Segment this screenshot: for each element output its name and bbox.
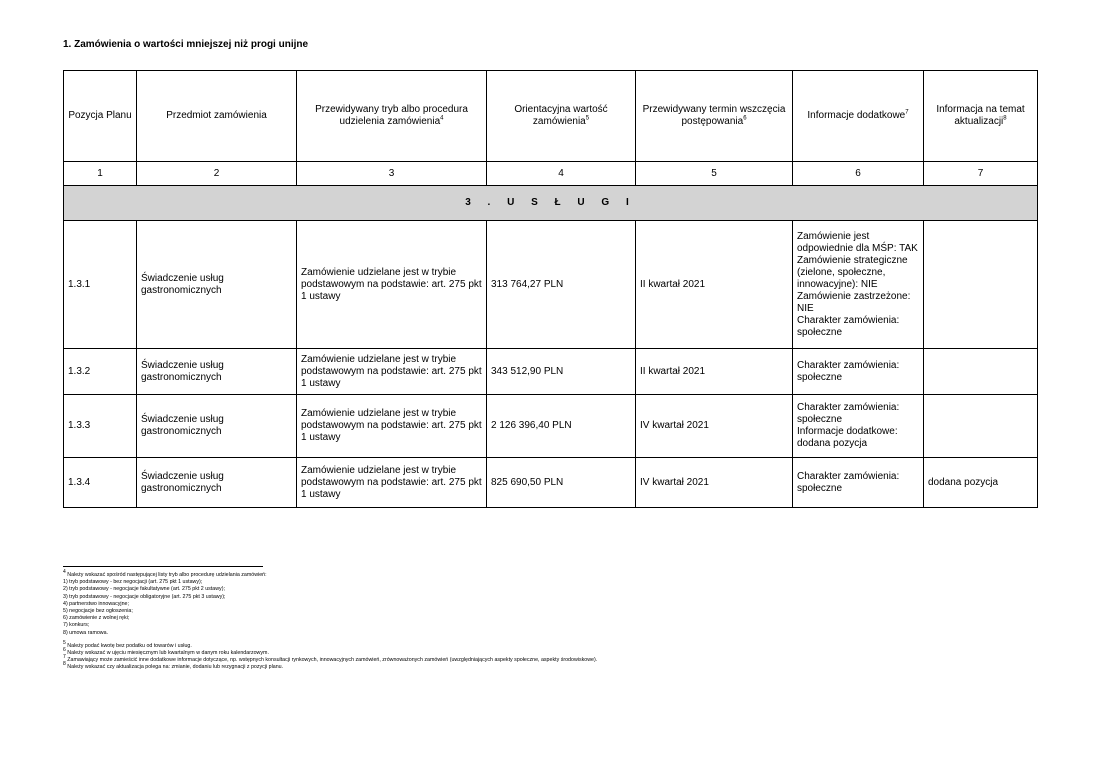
footnote-4-item: 7) konkurs; (63, 622, 90, 629)
cell-mode: Zamówienie udzielane jest w trybie podstawowym na podstawie: art. 275 pkt 1 ustawy (297, 221, 487, 349)
column-header-term: Przewidywany termin wszczęcia postępowania$^6$ (636, 71, 793, 162)
procurement-plan-table (63, 70, 1038, 508)
cell-subject: Świadczenie usług gastronomicznych (137, 395, 297, 458)
column-number-row (64, 162, 1038, 186)
column-header-info: Informacje dodatkowe$^7$ (793, 71, 924, 162)
cell-term: II kwartał 2021 (636, 349, 793, 395)
cell-term: IV kwartał 2021 (636, 395, 793, 458)
info-line: Charakter zamówienia: społeczne (797, 359, 900, 383)
cell-update (924, 349, 1038, 395)
section-label: 3 . U S Ł U G I (64, 186, 1038, 221)
page-heading: 1. Zamówienia o wartości mniejszej niż progi unijne (63, 39, 309, 50)
footnote-4-item: 6) zamówienie z wolnej ręki; (63, 615, 130, 622)
cell-value: 343 512,90 PLN (487, 349, 636, 395)
table-row (64, 395, 1038, 458)
column-number: 3 (297, 162, 487, 186)
column-number: 1 (64, 162, 137, 186)
footnote-4-item: 1) tryb podstawowy - bez negocjacji (art. 275 pkt 1 ustawy); (63, 579, 203, 586)
table-row (64, 349, 1038, 395)
column-number: 5 (636, 162, 793, 186)
cell-term: II kwartał 2021 (636, 221, 793, 349)
cell-info (793, 349, 924, 395)
footnote-5: $^5$ Należy podać kwotę bez podatku od towarów i usług. (63, 640, 192, 649)
column-number: 7 (924, 162, 1038, 186)
column-number: 4 (487, 162, 636, 186)
cell-info (793, 221, 924, 349)
footnote-8: $^8$ Należy wskazać czy aktualizacja polega na: zmianie, dodaniu lub rezygnacji z pozycji planu. (63, 661, 284, 671)
cell-position: 1.3.1 (64, 221, 137, 349)
info-line: Charakter zamówienia: społeczne (797, 402, 900, 425)
cell-value: 313 764,27 PLN (487, 221, 636, 349)
cell-mode: Zamówienie udzielane jest w trybie podstawowym na podstawie: art. 275 pkt 1 ustawy (297, 349, 487, 395)
footnote-4-item: 3) tryb podstawowy - negocjacje obligatoryjne (art. 275 pkt 3 ustawy); (63, 593, 226, 600)
table-row (64, 221, 1038, 349)
cell-value: 2 126 396,40 PLN (487, 395, 636, 458)
cell-subject: Świadczenie usług gastronomicznych (137, 221, 297, 349)
footnote-4: $^4$ Należy wskazać spośród następującej listy tryb albo procedurę udzielania zamówień: (63, 569, 267, 578)
footnote-6: $^6$ Należy wskazać w ujęciu miesięcznym lub kwartalnym w danym roku kalendarzowym. (63, 647, 269, 657)
cell-value: 825 690,50 PLN (487, 458, 636, 508)
footnote-4-item: 5) negocjacje bez ogłoszenia; (63, 608, 133, 615)
info-line: Zamówienie jest odpowiednie dla MŚP: TAK (797, 230, 918, 254)
info-line: Informacje dodatkowe: dodana pozycja (797, 426, 898, 449)
footnote-separator (63, 566, 263, 567)
cell-mode: Zamówienie udzielane jest w trybie podstawowym na podstawie: art. 275 pkt 1 ustawy (297, 458, 487, 508)
cell-position: 1.3.2 (64, 349, 137, 395)
info-line: Zamówienie zastrzeżone: NIE (797, 290, 911, 314)
column-header-update: Informacja na temat aktualizacji$^8$ (924, 71, 1038, 162)
info-line: Zamówienie strategiczne (zielone, społeczne, innowacyjne): NIE (797, 254, 908, 290)
footnote-4-item: 4) partnerstwo innowacyjne; (63, 600, 129, 607)
cell-info (793, 458, 924, 508)
footnote-4-item: 2) tryb podstawowy - negocjacje fakultatywne (art. 275 pkt 2 ustawy); (63, 586, 225, 593)
column-header-subject: Przedmiot zamówienia (137, 71, 297, 162)
column-header-value: Orientacyjna wartość zamówienia$^5$ (487, 71, 636, 162)
footnote-4-item: 8) umowa ramowa. (63, 629, 109, 636)
footnote-7: $^7$ Zamawiający może zamieścić inne dodatkowe informacje dotyczące, np. wstępnych konsultacji rynkowych, innowacyjnych zamówień, zrównoważonych zamówień (uwzględniających aspekty społeczne, aspekty środowiskowe). (63, 654, 598, 664)
cell-subject: Świadczenie usług gastronomicznych (137, 349, 297, 395)
cell-term: IV kwartał 2021 (636, 458, 793, 508)
column-header-position: Pozycja Planu (64, 71, 137, 162)
info-line: Charakter zamówienia: społeczne (797, 314, 900, 338)
cell-position: 1.3.4 (64, 458, 137, 508)
cell-info (793, 395, 924, 458)
cell-mode: Zamówienie udzielane jest w trybie podstawowym na podstawie: art. 275 pkt 1 ustawy (297, 395, 487, 458)
cell-update: dodana pozycja (924, 458, 1038, 508)
column-header-mode: Przewidywany tryb albo procedura udzielenia zamówienia$^4$ (297, 71, 487, 162)
column-number: 2 (137, 162, 297, 186)
column-number: 6 (793, 162, 924, 186)
cell-update (924, 395, 1038, 458)
table-header-row (64, 71, 1038, 162)
info-line: Charakter zamówienia: społeczne (797, 470, 900, 494)
footnotes (63, 569, 1023, 672)
cell-position: 1.3.3 (64, 395, 137, 458)
cell-subject: Świadczenie usług gastronomicznych (137, 458, 297, 508)
cell-update (924, 221, 1038, 349)
section-row-services (64, 186, 1038, 221)
table-row (64, 458, 1038, 508)
